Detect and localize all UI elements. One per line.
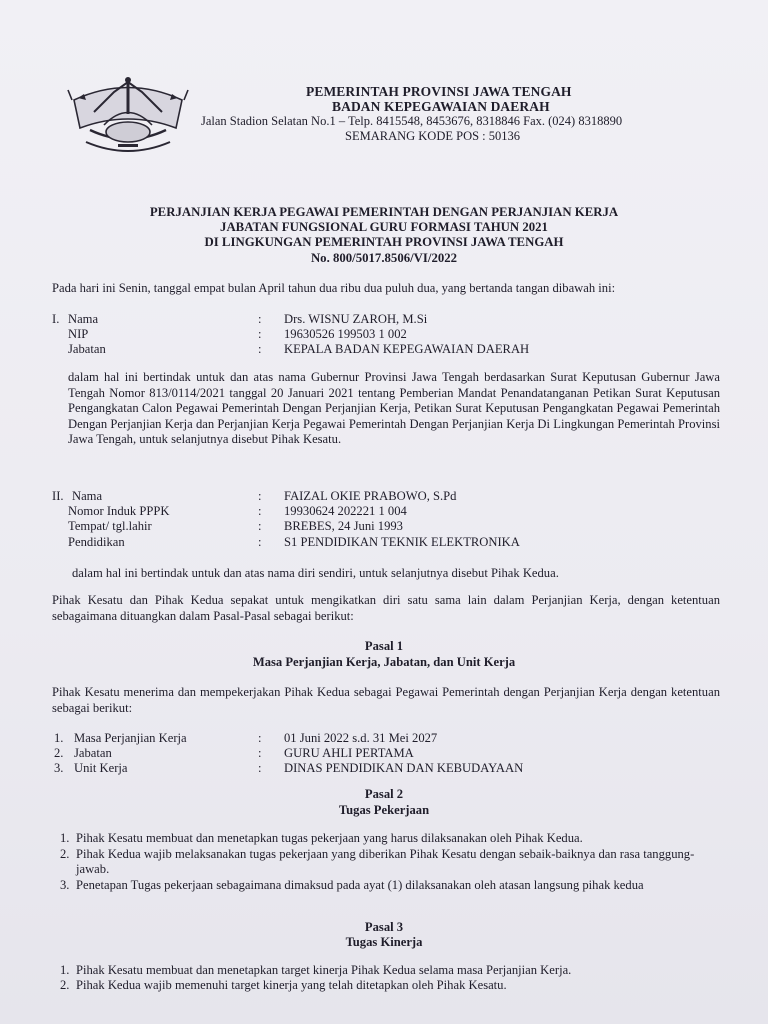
party2-sep-nama: : — [258, 489, 262, 503]
party2-description: dalam hal ini bertindak untuk dan atas nama diri sendiri, untuk selanjutnya disebut Pihak Kedua. — [72, 566, 559, 580]
pasal2-item2-text: Pihak Kedua wajib melaksanakan tugas pekerjaan yang diberikan Pihak Kesatu dengan sebaik-baiknya dan rasa tanggung-jawab. — [76, 847, 695, 876]
pasal1-row2-num: 2. — [54, 746, 64, 760]
pasal1-row1-num: 1. — [54, 731, 64, 745]
kop-alamat: Jalan Stadion Selatan No.1 – Telp. 8415548, 8453676, 8318846 Fax. (024) 8318890 — [201, 114, 623, 128]
party2-value-nama: FAIZAL OKIE PRABOWO, S.Pd — [284, 489, 457, 503]
pasal1-row2-sep: : — [258, 746, 262, 760]
pasal1-row3-value: DINAS PENDIDIKAN DAN KEBUDAYAAN — [284, 761, 524, 775]
party2-sep-pendidikan: : — [258, 535, 262, 549]
party2-number: II. — [52, 489, 64, 503]
party1-sep-jabatan: : — [258, 342, 262, 356]
party2-label-ttl: Tempat/ tgl.lahir — [68, 519, 152, 533]
pasal1-heading: Pasal 1 — [364, 639, 404, 653]
party1-label-nama: Nama — [68, 312, 99, 326]
pasal2-item3-text: Penetapan Tugas pekerjaan sebagaimana dimaksud pada ayat (1) dilaksanakan oleh atasan langsung pihak kedua — [76, 878, 644, 892]
pasal1-row1-sep: : — [258, 731, 262, 745]
pasal1-row1-label: Masa Perjanjian Kerja — [74, 731, 187, 745]
party2-value-ttl: BREBES, 24 Juni 1993 — [284, 519, 403, 533]
pasal2-subheading: Tugas Pekerjaan — [338, 803, 430, 817]
document-title-line3: DI LINGKUNGAN PEMERINTAH PROVINSI JAWA TENGAH — [204, 235, 564, 249]
party2-sep-ttl: : — [258, 519, 262, 533]
pasal2-item1-text: Pihak Kesatu membuat dan menetapkan tugas pekerjaan yang harus dilaksanakan oleh Pihak Kedua. — [76, 831, 583, 845]
pasal2-item1-num: 1. — [60, 831, 70, 845]
jawa-tengah-emblem-icon — [64, 70, 192, 162]
document-title-line2: JABATAN FUNGSIONAL GURU FORMASI TAHUN 2021 — [220, 220, 548, 234]
party1-number: I. — [52, 312, 60, 326]
party1-sep-nama: : — [258, 312, 262, 326]
party2-label-nip: Nomor Induk PPPK — [68, 504, 170, 518]
pasal1-row3-label: Unit Kerja — [74, 761, 128, 775]
pasal3-subheading: Tugas Kinerja — [345, 935, 423, 949]
party1-value-nip: 19630526 199503 1 002 — [284, 327, 407, 341]
pasal3-heading: Pasal 3 — [364, 920, 404, 934]
kop-kodepos: SEMARANG KODE POS : 50136 — [345, 129, 521, 143]
party2-sep-nip: : — [258, 504, 262, 518]
pasal1-row3-sep: : — [258, 761, 262, 775]
kop-badan: BADAN KEPEGAWAIAN DAERAH — [332, 99, 550, 114]
pasal2-item2-num: 2. — [60, 847, 70, 861]
party1-value-jabatan: KEPALA BADAN KEPEGAWAIAN DAERAH — [284, 342, 530, 356]
pasal3-item1-text: Pihak Kesatu membuat dan menetapkan target kinerja Pihak Kedua selama masa Perjanjian Kerja. — [76, 963, 572, 977]
pasal1-row2-label: Jabatan — [74, 746, 112, 760]
pasal2-item3-num: 3. — [60, 878, 70, 892]
party2-label-nama: Nama — [72, 489, 103, 503]
pasal1-text: Pihak Kesatu menerima dan mempekerjakan Pihak Kedua sebagai Pegawai Pemerintah dengan Perjanjian Kerja dengan ketentuan sebagai berikut: — [52, 685, 720, 715]
pasal3-item2-text: Pihak Kedua wajib memenuhi target kinerja yang telah ditetapkan oleh Pihak Kesatu. — [76, 978, 507, 992]
party1-label-nip: NIP — [68, 327, 89, 341]
pasal3-item2-num: 2. — [60, 978, 70, 992]
kop-instansi: PEMERINTAH PROVINSI JAWA TENGAH — [306, 84, 572, 99]
document-number: No. 800/5017.8506/VI/2022 — [310, 251, 458, 265]
intro-text: Pada hari ini Senin, tanggal empat bulan April tahun dua ribu dua puluh dua, yang bertanda tangan dibawah ini: — [52, 281, 616, 295]
document-title-line1: PERJANJIAN KERJA PEGAWAI PEMERINTAH DENGAN PERJANJIAN KERJA — [149, 205, 619, 219]
pasal2-heading: Pasal 2 — [364, 787, 404, 801]
party1-value-nama: Drs. WISNU ZAROH, M.Si — [284, 312, 428, 326]
pasal3-item1-num: 1. — [60, 963, 70, 977]
party1-sep-nip: : — [258, 327, 262, 341]
agreement-text: Pihak Kesatu dan Pihak Kedua sepakat untuk mengikatkan diri satu sama lain dalam Perjanjian Kerja, dengan ketentuan sebagaimana dituangkan dalam Pasal-Pasal sebagai berikut: — [52, 593, 720, 623]
party2-value-nip: 19930624 202221 1 004 — [284, 504, 407, 518]
party2-label-pendidikan: Pendidikan — [68, 535, 125, 549]
pasal1-row2-value: GURU AHLI PERTAMA — [284, 746, 414, 760]
party1-description: dalam hal ini bertindak untuk dan atas nama Gubernur Provinsi Jawa Tengah berdasarkan Surat Keputusan Gubernur Jawa Tengah Nomor 813/0114/2021 tanggal 20 Januari 2021 tentang Pemberian Mandat Penandatanganan Petikan Surat Keputusan Pengangkatan Calon Pegawai Pemerintah Dengan Perjanjian Kerja, Petikan Surat Keputusan Pengangkatan Pegawai Pemerintah Dengan Perjanjian Kerja dan Perjanjian Kerja Pegawai Pemerintah Dengan Perjanjian Kerja Di Lingkungan Pemerintah Provinsi Jawa Tengah, untuk selanjutnya disebut Pihak Kesatu. — [68, 370, 720, 446]
party2-value-pendidikan: S1 PENDIDIKAN TEKNIK ELEKTRONIKA — [284, 535, 520, 549]
pasal1-subheading: Masa Perjanjian Kerja, Jabatan, dan Unit Kerja — [252, 655, 516, 669]
pasal1-row3-num: 3. — [54, 761, 64, 775]
party1-label-jabatan: Jabatan — [68, 342, 106, 356]
pasal1-row1-value: 01 Juni 2022 s.d. 31 Mei 2027 — [284, 731, 438, 745]
